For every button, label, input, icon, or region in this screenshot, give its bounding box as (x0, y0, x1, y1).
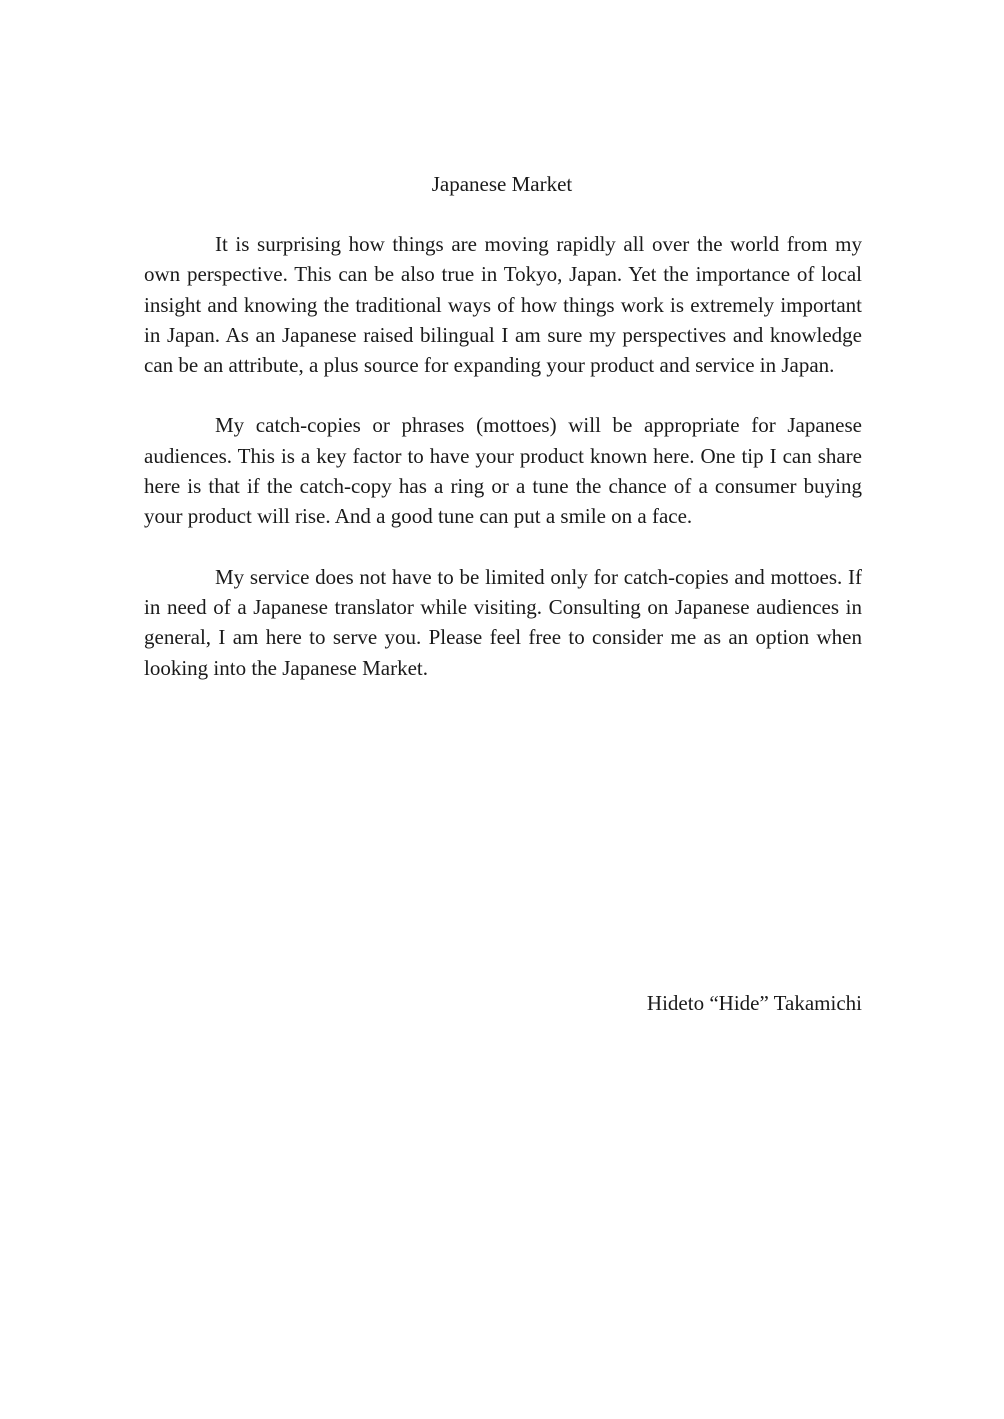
document-body (144, 229, 862, 713)
paragraph-services: My service does not have to be limited only for catch-copies and mottoes. If in need of a Japanese translator while visiting. Consulting on Japanese audiences in general, I am here to serve you. Please feel free to consider me as an option when looking into the Japanese Market. (144, 564, 862, 680)
document-title: Japanese Market (431, 172, 573, 196)
author-signature: Hideto “Hide” Takamichi (646, 991, 862, 1015)
paragraph-catch-copies: My catch-copies or phrases (mottoes) will be appropriate for Japanese audiences. This is a key factor to have your product known here. One tip I can share here is that if the catch-copy has a ring or a tune the chance of a consumer buying your product will rise. And a good tune can put a smile on a face. (144, 413, 862, 529)
paragraph-intro: It is surprising how things are moving rapidly all over the world from my own perspective. This can be also true in Tokyo, Japan. Yet the importance of local insight and knowing the traditional ways of how things work is extremely important in Japan. As an Japanese raised bilingual I am sure my perspectives and knowledge can be an attribute, a plus source for expanding your product and service in Japan. (144, 232, 862, 378)
